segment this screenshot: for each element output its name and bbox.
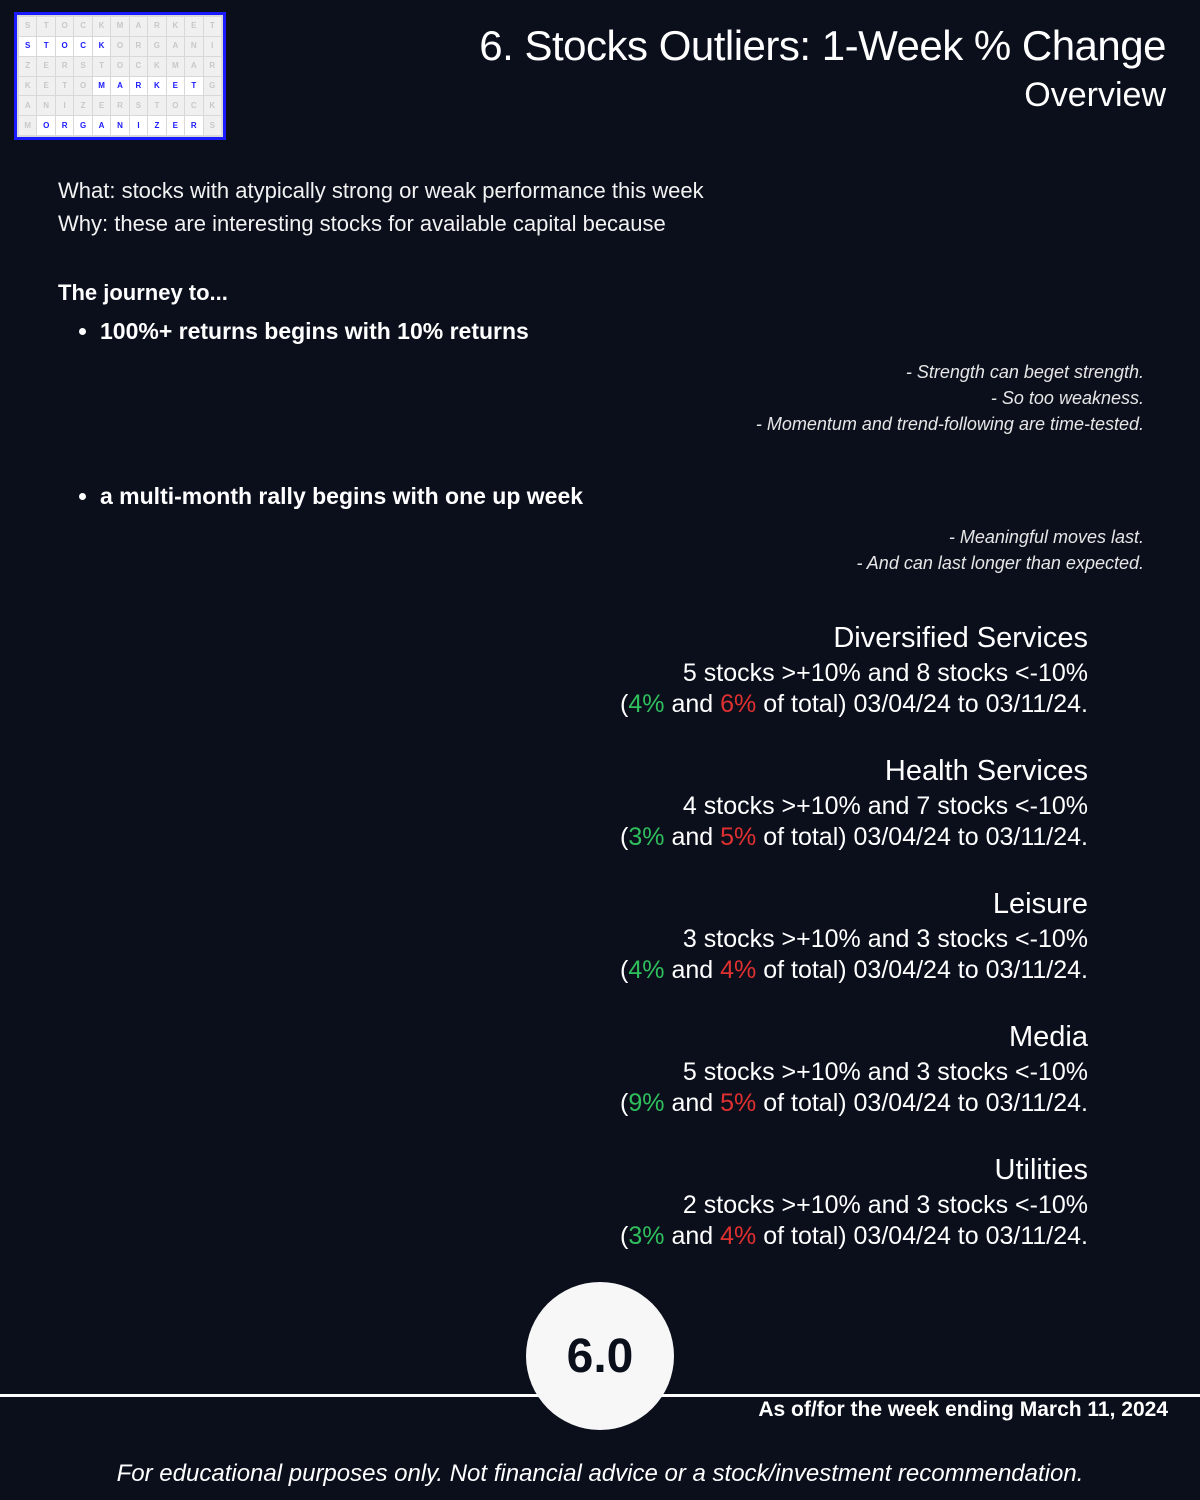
logo-cell: A bbox=[185, 57, 202, 76]
paren-open: ( bbox=[620, 1222, 629, 1250]
and-word: and bbox=[664, 1222, 721, 1250]
logo-grid bbox=[17, 15, 223, 137]
sector-percents bbox=[0, 956, 1088, 985]
logo-letter: T bbox=[37, 37, 54, 56]
logo-letter: R bbox=[56, 116, 73, 135]
of-total: of total) bbox=[756, 823, 854, 851]
logo-cell: T bbox=[148, 96, 165, 115]
logo-cell: E bbox=[37, 77, 54, 96]
sector-name: Media bbox=[1009, 1021, 1088, 1053]
sector-name: Utilities bbox=[994, 1154, 1088, 1186]
logo-letter: O bbox=[37, 116, 54, 135]
spacer bbox=[0, 437, 1200, 471]
of-total: of total) bbox=[756, 1089, 854, 1117]
date-range: 03/04/24 to 03/11/24. bbox=[853, 823, 1088, 851]
disclaimer: For educational purposes only. Not financial advice or a stock/investment recommendation. bbox=[116, 1460, 1084, 1487]
journey-list bbox=[0, 318, 1200, 345]
logo-letter: T bbox=[185, 77, 202, 96]
page-header bbox=[0, 0, 1200, 150]
logo-cell: R bbox=[111, 96, 128, 115]
and-word: and bbox=[664, 823, 721, 851]
down-percent: 6% bbox=[720, 690, 757, 718]
down-percent: 5% bbox=[720, 1089, 757, 1117]
logo-cell: K bbox=[148, 57, 165, 76]
logo-letter: E bbox=[167, 77, 184, 96]
logo-letter: O bbox=[56, 37, 73, 56]
logo-letter: E bbox=[167, 116, 184, 135]
and-word: and bbox=[664, 690, 721, 718]
logo-cell: R bbox=[204, 57, 221, 76]
sector-percents bbox=[0, 1222, 1088, 1251]
sector-list bbox=[0, 622, 1200, 1251]
note-line: - So too weakness. bbox=[990, 388, 1144, 408]
logo-cell: T bbox=[37, 17, 54, 36]
date-range: 03/04/24 to 03/11/24. bbox=[853, 956, 1088, 984]
logo-cell: K bbox=[19, 77, 36, 96]
logo-cell: I bbox=[204, 37, 221, 56]
sector-percents bbox=[0, 823, 1088, 852]
up-percent: 3% bbox=[628, 1222, 665, 1250]
and-word: and bbox=[664, 1089, 721, 1117]
paren-open: ( bbox=[620, 1089, 629, 1117]
logo-cell: T bbox=[204, 17, 221, 36]
logo-cell: E bbox=[37, 57, 54, 76]
down-percent: 4% bbox=[720, 1222, 757, 1250]
intro-what: What: stocks with atypically strong or weak performance this week bbox=[58, 178, 704, 203]
paren-open: ( bbox=[620, 690, 629, 718]
list-item: • a multi-month rally begins with one up week bbox=[100, 483, 1200, 510]
sector-counts: 3 stocks >+10% and 3 stocks <-10% bbox=[682, 925, 1088, 953]
intro-why: Why: these are interesting stocks for available capital because bbox=[58, 211, 666, 236]
logo-cell: E bbox=[93, 96, 110, 115]
logo-cell: O bbox=[56, 17, 73, 36]
logo-letter: A bbox=[111, 77, 128, 96]
logo-letter: K bbox=[148, 77, 165, 96]
note-line: - Strength can beget strength. bbox=[905, 362, 1144, 382]
logo-cell: M bbox=[19, 116, 36, 135]
logo-letter: N bbox=[111, 116, 128, 135]
up-percent: 4% bbox=[628, 956, 665, 984]
sector-block-health-services bbox=[0, 755, 1088, 852]
logo-cell: S bbox=[130, 96, 147, 115]
logo-letter: C bbox=[74, 37, 91, 56]
logo-cell: T bbox=[93, 57, 110, 76]
page-title: 6. Stocks Outliers: 1-Week % Change bbox=[479, 22, 1166, 69]
logo-cell: S bbox=[19, 17, 36, 36]
logo-cell: R bbox=[56, 57, 73, 76]
logo-cell: T bbox=[56, 77, 73, 96]
sector-name: Diversified Services bbox=[833, 622, 1088, 654]
logo-cell: C bbox=[74, 17, 91, 36]
logo-cell: G bbox=[148, 37, 165, 56]
date-range: 03/04/24 to 03/11/24. bbox=[853, 1222, 1088, 1250]
up-percent: 3% bbox=[628, 823, 665, 851]
paren-open: ( bbox=[620, 956, 629, 984]
intro-block bbox=[0, 174, 1200, 240]
logo-cell: O bbox=[111, 37, 128, 56]
logo-cell: C bbox=[130, 57, 147, 76]
of-total: of total) bbox=[756, 956, 854, 984]
logo-cell: O bbox=[74, 77, 91, 96]
logo-cell: A bbox=[167, 37, 184, 56]
logo-cell: O bbox=[167, 96, 184, 115]
sector-block-leisure bbox=[0, 888, 1088, 985]
logo-cell: C bbox=[185, 96, 202, 115]
logo-cell: A bbox=[19, 96, 36, 115]
logo-cell: S bbox=[204, 116, 221, 135]
down-percent: 4% bbox=[720, 956, 757, 984]
logo-letter: R bbox=[130, 77, 147, 96]
sector-block-utilities bbox=[0, 1154, 1088, 1251]
of-total: of total) bbox=[756, 690, 854, 718]
sector-counts: 2 stocks >+10% and 3 stocks <-10% bbox=[682, 1191, 1088, 1219]
logo-cell: K bbox=[93, 17, 110, 36]
sector-counts: 5 stocks >+10% and 8 stocks <-10% bbox=[682, 659, 1088, 687]
logo-cell: R bbox=[148, 17, 165, 36]
title-block bbox=[479, 22, 1166, 115]
logo-letter: M bbox=[93, 77, 110, 96]
date-range: 03/04/24 to 03/11/24. bbox=[853, 690, 1088, 718]
note-line: - And can last longer than expected. bbox=[856, 553, 1144, 573]
logo-letter: I bbox=[130, 116, 147, 135]
sector-counts: 5 stocks >+10% and 3 stocks <-10% bbox=[682, 1058, 1088, 1086]
logo-cell: Z bbox=[19, 57, 36, 76]
journey-list-2 bbox=[0, 483, 1200, 510]
logo-cell: M bbox=[111, 17, 128, 36]
sector-block-diversified-services bbox=[0, 622, 1088, 719]
logo-letter: R bbox=[185, 116, 202, 135]
sector-name: Health Services bbox=[884, 755, 1088, 787]
up-percent: 9% bbox=[628, 1089, 665, 1117]
logo-cell: M bbox=[167, 57, 184, 76]
journey-heading: The journey to... bbox=[58, 280, 228, 305]
date-range: 03/04/24 to 03/11/24. bbox=[853, 1089, 1088, 1117]
logo-cell: S bbox=[74, 57, 91, 76]
logo-letter: Z bbox=[148, 116, 165, 135]
logo-cell: K bbox=[167, 17, 184, 36]
logo-cell: I bbox=[56, 96, 73, 115]
up-percent: 4% bbox=[628, 690, 665, 718]
journey-notes-0 bbox=[0, 359, 1200, 437]
sector-percents bbox=[0, 1089, 1088, 1118]
sector-counts: 4 stocks >+10% and 7 stocks <-10% bbox=[682, 792, 1088, 820]
logo-cell: G bbox=[204, 77, 221, 96]
logo-cell: O bbox=[111, 57, 128, 76]
and-word: and bbox=[664, 956, 721, 984]
logo-letter: G bbox=[74, 116, 91, 135]
logo-cell: A bbox=[130, 17, 147, 36]
logo-cell: N bbox=[37, 96, 54, 115]
logo-cell: E bbox=[185, 17, 202, 36]
sector-name: Leisure bbox=[992, 888, 1088, 920]
paren-open: ( bbox=[620, 823, 629, 851]
section-badge: 6.0 bbox=[526, 1282, 674, 1430]
logo-cell: Z bbox=[74, 96, 91, 115]
logo-letter: K bbox=[93, 37, 110, 56]
note-line: - Momentum and trend-following are time-tested. bbox=[755, 414, 1144, 434]
sector-block-media bbox=[0, 1021, 1088, 1118]
logo-letter: S bbox=[19, 37, 36, 56]
note-line: - Meaningful moves last. bbox=[948, 527, 1144, 547]
down-percent: 5% bbox=[720, 823, 757, 851]
journey-notes-1 bbox=[0, 524, 1200, 576]
page-subtitle: Overview bbox=[1024, 76, 1166, 114]
logo-cell: R bbox=[130, 37, 147, 56]
sector-percents bbox=[0, 690, 1088, 719]
logo-cell: N bbox=[185, 37, 202, 56]
logo-letter: A bbox=[93, 116, 110, 135]
as-of-label: As of/for the week ending March 11, 2024 bbox=[758, 1398, 1168, 1421]
list-item: • 100%+ returns begins with 10% returns bbox=[100, 318, 1200, 345]
of-total: of total) bbox=[756, 1222, 854, 1250]
logo-cell: K bbox=[204, 96, 221, 115]
logo bbox=[14, 12, 226, 140]
